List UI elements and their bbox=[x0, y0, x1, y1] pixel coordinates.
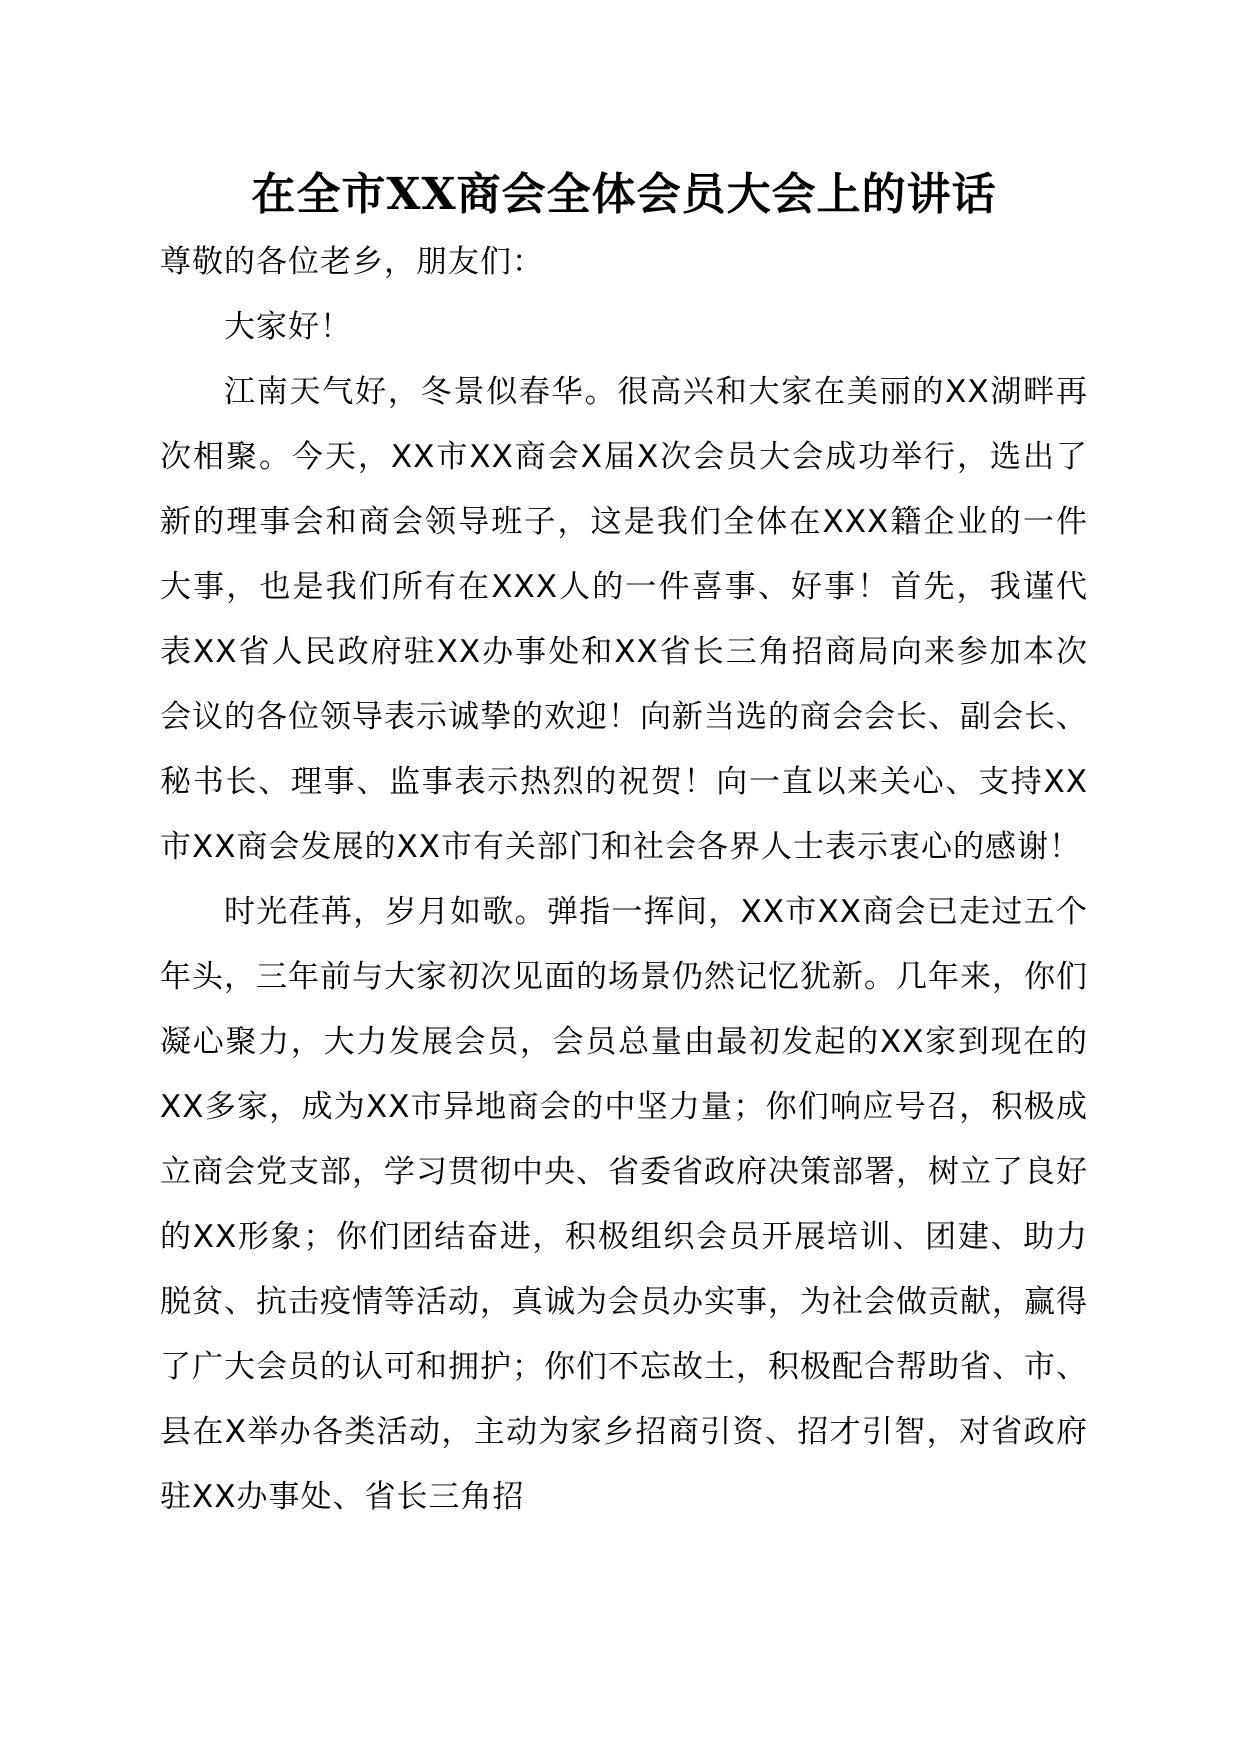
document-title: 在全市XX商会全体会员大会上的讲话 bbox=[251, 169, 997, 220]
document-page bbox=[160, 160, 1088, 1530]
paragraph-review: 时光荏苒，岁月如歌。弹指一挥间，XX市XX商会已走过五个年头，三年前与大家初次见面的场景仍然记忆犹新。几年来，你们凝心聚力，大力发展会员，会员总量由最初发起的XX家到现在的XX多家，成为XX市异地商会的中坚力量；你们响应号召，积极成立商会党支部，学习贯彻中央、省委省政府决策部署，树立了良好的XX形象；你们团结奋进，积极组织会员开展培训、团建、助力脱贫、抗击疫情等活动，真诚为会员办实事，为社会做贡献，赢得了广大会员的认可和拥护；你们不忘故土，积极配合帮助省、市、县在X举办各类活动，主动为家乡招商引资、招才引智，对省政府驻XX办事处、省长三角招 bbox=[160, 894, 1088, 1515]
salutation: 尊敬的各位老乡，朋友们： bbox=[160, 244, 544, 280]
paragraph-greeting: 大家好！ bbox=[224, 309, 352, 345]
paragraph-welcome: 江南天气好，冬景似春华。很高兴和大家在美丽的XX湖畔再次相聚。今天，XX市XX商会X届X次会员大会成功举行，选出了新的理事会和商会领导班子，这是我们全体在XXX籍企业的一件大事，也是我们所有在XXX人的一件喜事、好事！首先，我谨代表XX省人民政府驻XX办事处和XX省长三角招商局向来参加本次会议的各位领导表示诚挚的欢迎！向新当选的商会会长、副会长、秘书长、理事、监事表示热烈的祝贺！向一直以来关心、支持XX市XX商会发展的XX市有关部门和社会各界人士表示衷心的感谢！ bbox=[160, 374, 1088, 865]
